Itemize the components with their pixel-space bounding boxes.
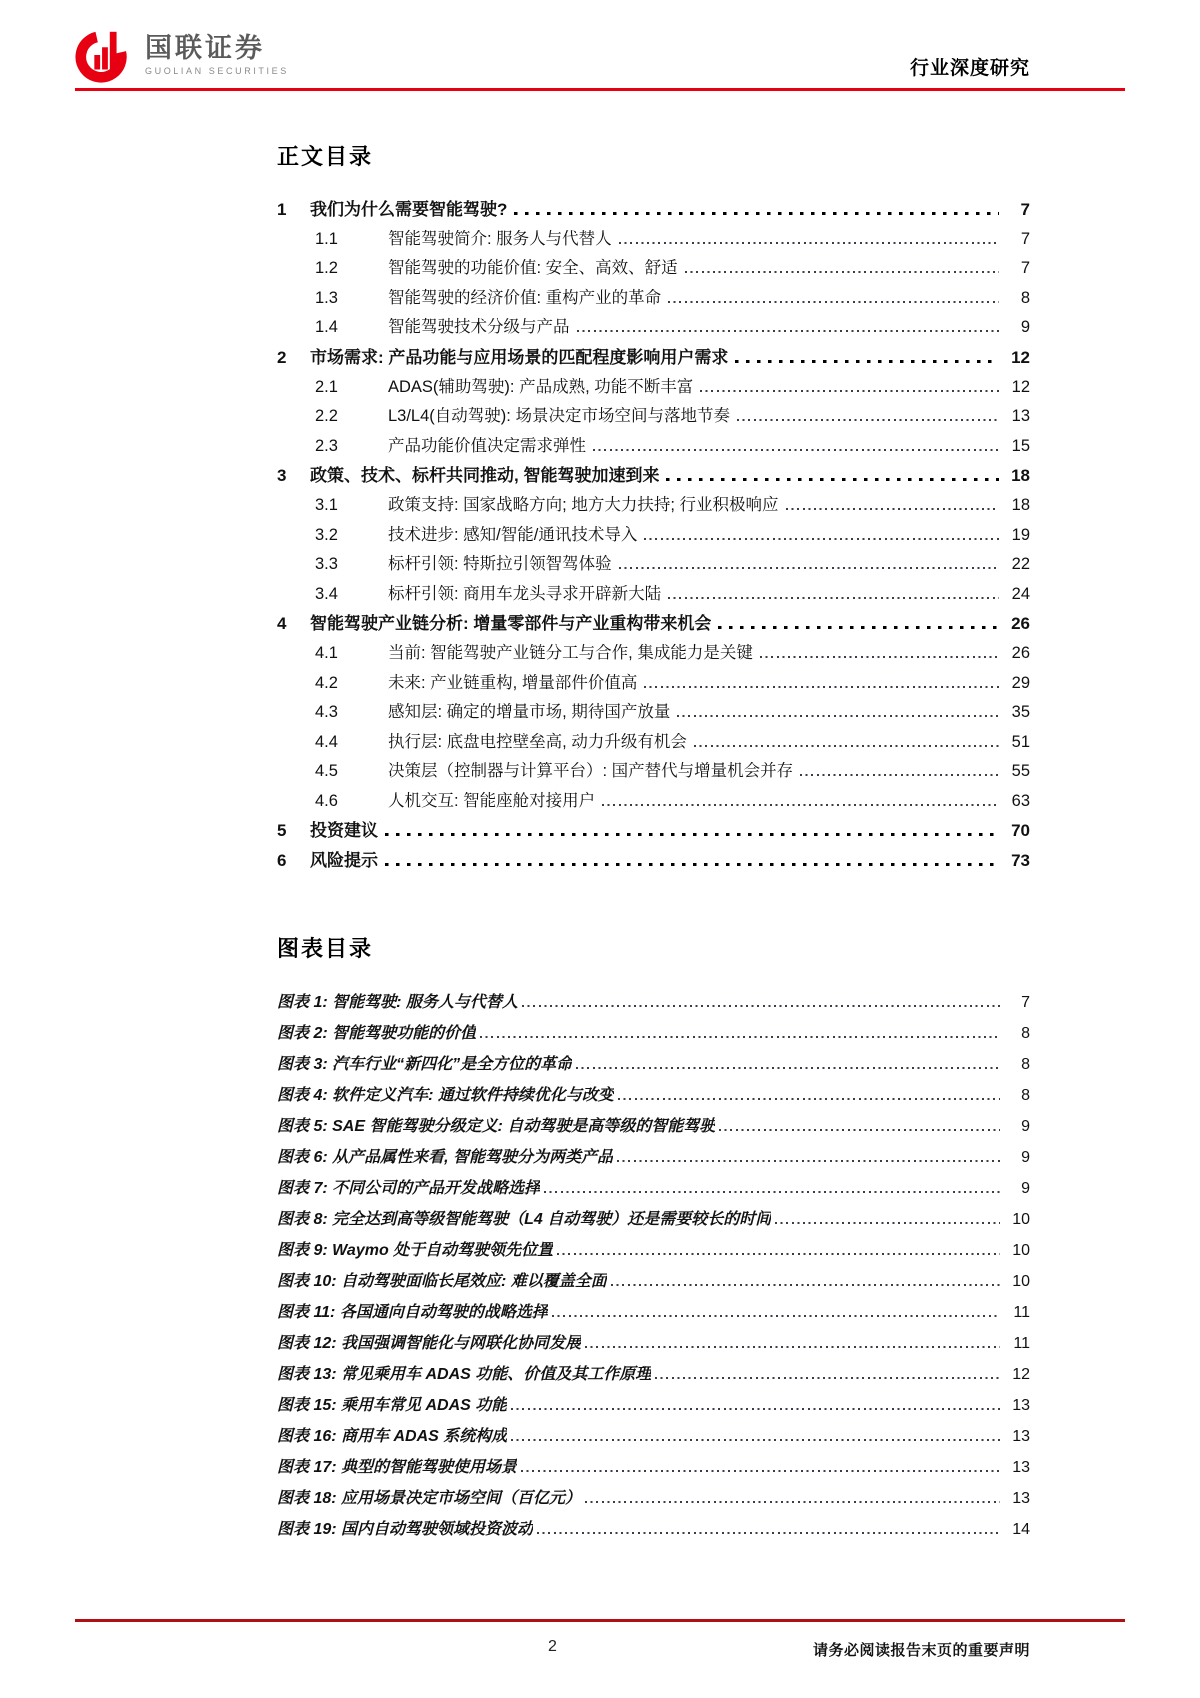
toc-entry[interactable] [277, 432, 1030, 462]
dot-leader [521, 1470, 1000, 1472]
figure-entry[interactable] [277, 1516, 1030, 1547]
toc-entry-number: 3 [277, 466, 287, 486]
toc-entry-number: 4.5 [315, 762, 338, 781]
dot-leader [800, 774, 999, 776]
figure-entry-page: 10 [1012, 1241, 1030, 1259]
dot-leader [611, 1284, 1000, 1286]
toc-entry[interactable] [277, 225, 1030, 255]
dot-leader [694, 745, 999, 747]
toc-entry-number: 3.4 [315, 584, 338, 603]
toc-entry-page: 18 [1011, 466, 1030, 486]
figure-entry-page: 13 [1012, 1396, 1030, 1414]
figure-entry-page: 14 [1012, 1520, 1030, 1538]
figure-list [277, 989, 1030, 1547]
dot-leader [585, 1346, 1000, 1348]
figure-entry-page: 8 [1021, 1086, 1030, 1104]
toc-entry-page: 7 [1020, 229, 1030, 248]
figure-entry-label: 图表 8: 完全达到高等级智能驾驶（L4 自动驾驶）还是需要较长的时间 [277, 1210, 772, 1228]
toc-entry-number: 3.2 [315, 525, 338, 544]
dot-leader [544, 1191, 1000, 1193]
toc-entry-number: 1.1 [315, 229, 338, 248]
toc-entry-page: 9 [1020, 318, 1030, 337]
toc-entry-number: 5 [277, 821, 287, 841]
toc-entry-title: 人机交互: 智能座舱对接用户 [388, 791, 596, 810]
toc-entry[interactable] [277, 313, 1030, 343]
toc-entry-number: 2.2 [315, 407, 338, 426]
toc-entry-title: 技术进步: 感知/智能/通讯技术导入 [388, 525, 638, 544]
toc-entry-title: 标杆引领: 商用车龙头寻求开辟新大陆 [388, 584, 662, 603]
dot-leader [618, 1098, 1000, 1100]
toc-entry-title: 感知层: 确定的增量市场, 期待国产放量 [388, 703, 671, 722]
toc-entry[interactable] [277, 402, 1030, 432]
figure-entry-label: 图表 19: 国内自动驾驶领域投资波动 [277, 1520, 534, 1538]
logo-text-block [145, 34, 289, 77]
dot-leader [511, 1439, 1000, 1441]
figure-entry-label: 图表 10: 自动驾驶面临长尾效应: 难以覆盖全面 [277, 1272, 607, 1290]
dot-leader [385, 863, 999, 866]
report-type-label: 行业深度研究 [909, 58, 1030, 79]
dot-leader [737, 419, 999, 421]
toc-entry-title: 我们为什么需要智能驾驶? [310, 200, 508, 219]
dot-leader [537, 1532, 1000, 1534]
figure-entry-page: 13 [1012, 1458, 1030, 1476]
dot-leader [593, 449, 999, 451]
dot-leader [677, 715, 999, 717]
dot-leader [480, 1036, 1000, 1038]
toc-entry-title: 产品功能价值决定需求弹性 [388, 436, 586, 455]
toc-entry-number: 1 [277, 200, 287, 219]
toc-entry-title: 投资建议 [310, 821, 378, 841]
toc-entry-title: 执行层: 底盘电控壁垒高, 动力升级有机会 [388, 732, 687, 751]
toc-entry-page: 26 [1011, 614, 1030, 634]
figure-entry-page: 13 [1012, 1427, 1030, 1445]
figure-entry-label: 图表 15: 乘用车常见 ADAS 功能 [277, 1396, 508, 1414]
figure-entry-page: 11 [1013, 1334, 1030, 1352]
toc-entry[interactable] [277, 195, 1030, 225]
dot-leader [557, 1253, 1000, 1255]
toc-entry-page: 19 [1011, 525, 1030, 544]
toc-entry[interactable] [277, 550, 1030, 580]
dot-leader [760, 656, 999, 658]
toc-entry-page: 26 [1011, 643, 1030, 662]
toc-entry[interactable] [277, 491, 1030, 521]
toc-entry-page: 29 [1011, 673, 1030, 692]
figure-entry[interactable] [277, 1392, 1030, 1423]
figure-entry[interactable] [277, 1237, 1030, 1268]
figure-entry[interactable] [277, 1144, 1030, 1175]
toc-entry-number: 2.1 [315, 377, 338, 396]
toc-entry-title: 风险提示 [310, 851, 378, 871]
toc-entry[interactable] [277, 461, 1030, 491]
toc-entry-number: 4 [277, 614, 287, 634]
toc-entry-page: 15 [1011, 436, 1030, 455]
dot-leader [617, 1160, 1000, 1162]
dot-leader [655, 1377, 1000, 1379]
toc-entry-page: 12 [1011, 377, 1030, 396]
toc-entry-page: 22 [1011, 555, 1030, 574]
figure-entry[interactable] [277, 1175, 1030, 1206]
toc-entry[interactable] [277, 254, 1030, 284]
toc-entry-title: 政策、技术、标杆共同推动, 智能驾驶加速到来 [310, 466, 660, 486]
toc-entry-number: 3.3 [315, 555, 338, 574]
logo-english-name: GUOLIAN SECURITIES [145, 66, 289, 77]
figure-entry[interactable] [277, 1020, 1030, 1051]
toc-entry-page: 55 [1011, 762, 1030, 781]
toc-entry[interactable] [277, 757, 1030, 787]
toc-entry[interactable] [277, 373, 1030, 403]
figure-entry-page: 9 [1021, 1179, 1030, 1197]
toc-entry[interactable] [277, 698, 1030, 728]
figure-entry-label: 图表 2: 智能驾驶功能的价值 [277, 1024, 477, 1042]
figure-entry-label: 图表 16: 商用车 ADAS 系统构成 [277, 1427, 508, 1445]
toc-entry[interactable] [277, 846, 1030, 876]
figure-entry-page: 7 [1021, 993, 1030, 1011]
toc-entry-title: 决策层（控制器与计算平台）: 国产替代与增量机会并存 [388, 762, 794, 781]
figure-entry-label: 图表 1: 智能驾驶: 服务人与代替人 [277, 993, 518, 1011]
dot-leader [585, 1501, 1000, 1503]
figure-entry-label: 图表 18: 应用场景决定市场空间（百亿元） [277, 1489, 582, 1507]
toc-entry[interactable] [277, 284, 1030, 314]
dot-leader [685, 271, 999, 273]
dot-leader [718, 626, 999, 629]
toc-list [277, 195, 1030, 876]
figure-entry-page: 12 [1012, 1365, 1030, 1383]
figure-entry-page: 13 [1012, 1489, 1030, 1507]
toc-entry-page: 12 [1011, 347, 1030, 367]
figure-entry-label: 图表 7: 不同公司的产品开发战略选择 [277, 1179, 541, 1197]
figure-entry-label: 图表 17: 典型的智能驾驶使用场景 [277, 1458, 518, 1476]
figure-entry[interactable] [277, 989, 1030, 1020]
guolian-logo-icon [75, 26, 133, 84]
dot-leader [619, 567, 999, 569]
disclaimer-notice: 请务必阅读报告末页的重要声明 [812, 1643, 1030, 1659]
dot-leader [719, 1129, 1000, 1131]
figure-entry[interactable] [277, 1485, 1030, 1516]
page-footer [75, 1619, 1125, 1662]
toc-entry-page: 18 [1011, 495, 1030, 514]
toc-entry-page: 70 [1011, 821, 1030, 841]
company-logo [75, 26, 289, 84]
toc-entry-page: 51 [1011, 732, 1030, 751]
toc-entry-title: 未来: 产业链重构, 增量部件价值高 [388, 673, 638, 692]
toc-entry-page: 35 [1011, 703, 1030, 722]
toc-entry-page: 8 [1020, 288, 1030, 307]
figure-entry-page: 10 [1012, 1272, 1030, 1290]
dot-leader [385, 833, 999, 836]
figure-entry[interactable] [277, 1268, 1030, 1299]
figure-list-title: 图表目录 [277, 935, 374, 961]
figure-entry-page: 8 [1021, 1055, 1030, 1073]
toc-entry-title: 政策支持: 国家战略方向; 地方大力扶持; 行业积极响应 [388, 495, 779, 514]
toc-entry-number: 1.2 [315, 259, 338, 278]
toc-entry-number: 4.4 [315, 732, 338, 751]
dot-leader [775, 1222, 1000, 1224]
dot-leader [644, 686, 999, 688]
figure-entry[interactable] [277, 1113, 1030, 1144]
dot-leader [511, 1408, 1000, 1410]
figure-entry-label: 图表 3: 汽车行业“新四化”是全方位的革命 [277, 1055, 573, 1073]
toc-entry-title: 标杆引领: 特斯拉引领智驾体验 [388, 555, 612, 574]
toc-entry-number: 2 [277, 347, 287, 367]
toc-entry-page: 13 [1011, 407, 1030, 426]
toc-entry-page: 73 [1011, 851, 1030, 871]
dot-leader [700, 390, 999, 392]
figure-entry-page: 11 [1013, 1303, 1030, 1321]
logo-chinese-name: 国联证券 [145, 32, 265, 63]
figure-entry[interactable] [277, 1454, 1030, 1485]
dot-leader [644, 538, 999, 540]
dot-leader [552, 1315, 1000, 1317]
toc-entry-title: 智能驾驶简介: 服务人与代替人 [388, 229, 612, 248]
toc-entry[interactable] [277, 728, 1030, 758]
toc-entry[interactable] [277, 609, 1030, 639]
toc-entry-number: 4.3 [315, 703, 338, 722]
figure-entry[interactable] [277, 1051, 1030, 1082]
toc-entry-number: 4.1 [315, 643, 338, 662]
dot-leader [576, 1067, 1000, 1069]
dot-leader [602, 804, 999, 806]
figure-entry[interactable] [277, 1423, 1030, 1454]
page-number: 2 [548, 1638, 557, 1655]
dot-leader [522, 1005, 1000, 1007]
toc-entry[interactable] [277, 669, 1030, 699]
toc-entry-page: 24 [1011, 584, 1030, 603]
toc-entry[interactable] [277, 787, 1030, 817]
toc-entry-title: 当前: 智能驾驶产业链分工与合作, 集成能力是关键 [388, 643, 753, 662]
toc-entry[interactable] [277, 580, 1030, 610]
dot-leader [619, 242, 999, 244]
toc-entry-page: 7 [1020, 259, 1030, 278]
figure-entry-page: 9 [1021, 1148, 1030, 1166]
figure-entry-page: 9 [1021, 1117, 1030, 1135]
dot-leader [735, 360, 999, 363]
toc-entry-number: 2.3 [315, 436, 338, 455]
toc-entry[interactable] [277, 816, 1030, 846]
figure-entry[interactable] [277, 1299, 1030, 1330]
dot-leader [666, 478, 999, 481]
figure-entry-label: 图表 5: SAE 智能驾驶分级定义: 自动驾驶是高等级的智能驾驶 [277, 1117, 716, 1135]
toc-entry-title: 智能驾驶技术分级与产品 [388, 318, 570, 337]
figure-entry-label: 图表 11: 各国通向自动驾驶的战略选择 [277, 1303, 548, 1321]
dot-leader [577, 330, 1000, 332]
dot-leader [668, 301, 999, 303]
toc-entry-number: 1.3 [315, 288, 338, 307]
toc-entry-page: 7 [1020, 200, 1030, 219]
toc-entry-number: 4.2 [315, 673, 338, 692]
figure-entry-label: 图表 13: 常见乘用车 ADAS 功能、价值及其工作原理 [277, 1365, 652, 1383]
figure-entry-label: 图表 12: 我国强调智能化与网联化协同发展 [277, 1334, 582, 1352]
toc-entry[interactable] [277, 343, 1030, 373]
dot-leader [514, 212, 999, 215]
toc-entry-number: 6 [277, 851, 287, 871]
toc-entry-number: 4.6 [315, 791, 338, 810]
toc-entry[interactable] [277, 521, 1030, 551]
dot-leader [786, 508, 999, 510]
toc-entry[interactable] [277, 639, 1030, 669]
footer-row [75, 1622, 1125, 1662]
figure-entry-page: 10 [1012, 1210, 1030, 1228]
toc-entry-title: ADAS(辅助驾驶): 产品成熟, 功能不断丰富 [388, 377, 694, 396]
figure-entry-label: 图表 4: 软件定义汽车: 通过软件持续优化与改变 [277, 1086, 614, 1104]
toc-entry-number: 3.1 [315, 495, 338, 514]
dot-leader [668, 597, 999, 599]
toc-entry-title: L3/L4(自动驾驶): 场景决定市场空间与落地节奏 [388, 407, 730, 426]
figure-entry[interactable] [277, 1330, 1030, 1361]
figure-entry-page: 8 [1021, 1024, 1030, 1042]
figure-entry[interactable] [277, 1082, 1030, 1113]
figure-entry[interactable] [277, 1361, 1030, 1392]
toc-entry-title: 市场需求: 产品功能与应用场景的匹配程度影响用户需求 [310, 347, 729, 367]
page-header [75, 24, 1125, 86]
contents-area [277, 90, 1030, 1547]
figure-entry-label: 图表 9: Waymo 处于自动驾驶领先位置 [277, 1241, 554, 1259]
toc-title: 正文目录 [277, 144, 374, 169]
toc-entry-title: 智能驾驶的经济价值: 重构产业的革命 [388, 288, 662, 307]
toc-entry-number: 1.4 [315, 318, 338, 337]
toc-entry-title: 智能驾驶产业链分析: 增量零部件与产业重构带来机会 [310, 614, 712, 634]
toc-entry-title: 智能驾驶的功能价值: 安全、高效、舒适 [388, 259, 678, 278]
figure-entry-label: 图表 6: 从产品属性来看, 智能驾驶分为两类产品 [277, 1148, 614, 1166]
figure-entry[interactable] [277, 1206, 1030, 1237]
toc-entry-page: 63 [1011, 791, 1030, 810]
